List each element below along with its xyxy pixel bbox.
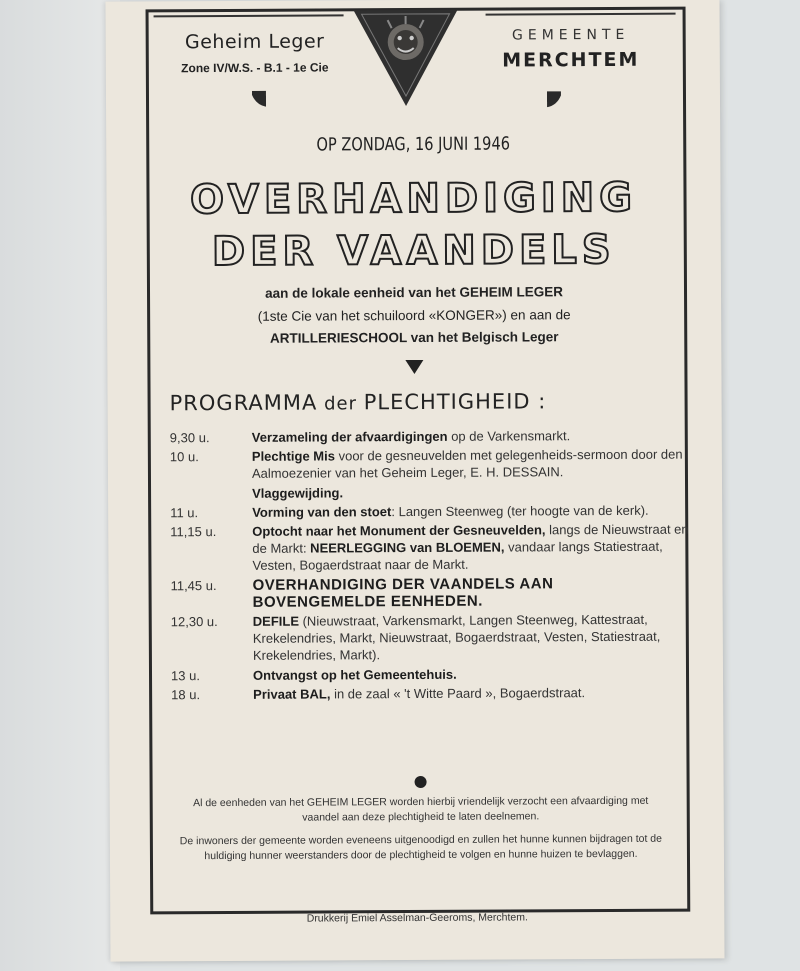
schedule-text: (Nieuwstraat, Varkensmarkt, Langen Steenweg, Kattestraat, Krekelendries, Markt, Nieuwstraat, Bogaerdstraat, Vesten, Statiestraat, Krekelendries, Markt). bbox=[252, 611, 661, 664]
intro-line3-a: ARTILLERIESCHOOL bbox=[269, 330, 408, 346]
header-left bbox=[170, 30, 340, 75]
schedule bbox=[170, 427, 691, 706]
intro-line3-b: van het bbox=[406, 329, 462, 346]
schedule-time: 9,30 u. bbox=[169, 430, 210, 446]
schedule-bold-2: NEERLEGGING van BLOEMEN, bbox=[310, 539, 505, 556]
schedule-text: voor de gesneuvelden met gelegenheids-sermoon door den Aalmoezenier van het Geheim Leger, E. H. DESSAIN. bbox=[251, 446, 683, 482]
divider-dot bbox=[415, 776, 427, 788]
header-right bbox=[486, 27, 656, 72]
note-paragraph: Al de eenheden van het GEHEIM LEGER worden hierbij vriendelijk verzocht een afvaardiging met vaandel aan deze plechtigheid te laten deelnemen. bbox=[193, 794, 649, 824]
schedule-time: 11 u. bbox=[170, 504, 199, 521]
note-paragraph: De inwoners der gemeente worden eveneens uitgenoodigd en zullen het hunne kunnen bijdragen tot de huldiging hunner weerstanders door de plechtigheid te volgen en hunne huizen te bevlaggen. bbox=[179, 832, 663, 863]
divider-triangle bbox=[405, 360, 423, 374]
schedule-bold: DEFILE bbox=[252, 613, 300, 629]
schedule-bold: Verzameling der afvaardigingen bbox=[251, 428, 448, 445]
schedule-bold: Vlaggewijding. bbox=[252, 484, 344, 501]
schedule-bold: Optocht naar het Monument der Gesneuvelden, bbox=[252, 522, 546, 539]
schedule-time: 18 u. bbox=[171, 686, 201, 703]
notes bbox=[176, 794, 666, 873]
schedule-time: 13 u. bbox=[170, 667, 200, 683]
intro-line3-c: Belgisch Leger bbox=[461, 329, 559, 345]
event-date: OP ZONDAG, 16 JUNI 1946 bbox=[316, 133, 511, 156]
program-heading-part1: PROGRAMMA bbox=[169, 390, 318, 416]
schedule-time: 11,15 u. bbox=[170, 524, 217, 540]
intro-line1-text: aan de lokale eenheid van het bbox=[265, 284, 460, 301]
schedule-row bbox=[171, 574, 691, 611]
header-left-title: Geheim Leger bbox=[184, 30, 325, 54]
schedule-row bbox=[171, 611, 691, 665]
printer-credit: Drukkerij Emiel Asselman-Geeroms, Merchtem. bbox=[306, 911, 528, 925]
header-right-title: GEMEENTE bbox=[511, 26, 630, 44]
intro-line3 bbox=[107, 325, 721, 349]
schedule-time: 10 u. bbox=[169, 449, 199, 465]
schedule-time: 11,45 u. bbox=[170, 577, 217, 593]
main-title-line2: DER VAANDELS bbox=[211, 226, 616, 276]
header-left-subtitle: Zone IV/W.S. - B.1 - 1e Cie bbox=[181, 60, 329, 76]
program-heading bbox=[170, 389, 547, 415]
schedule-row bbox=[170, 501, 690, 521]
schedule-bigbold: OVERHANDIGING DER VAANDELS AAN BOVENGEMELDE EENHEDEN. bbox=[252, 574, 554, 611]
schedule-bold: Privaat BAL, bbox=[253, 686, 331, 702]
corner-mark-left bbox=[252, 91, 266, 107]
emblem-lion-triangle bbox=[352, 8, 461, 109]
background bbox=[0, 0, 120, 971]
schedule-row bbox=[171, 664, 691, 684]
schedule-row bbox=[170, 427, 690, 447]
schedule-row bbox=[170, 482, 690, 502]
schedule-time: 12,30 u. bbox=[170, 614, 218, 630]
schedule-text: langs de Nieuwstraat en de Markt: bbox=[252, 521, 689, 557]
schedule-bold: Vorming van den stoet bbox=[252, 503, 392, 520]
header-right-subtitle: MERCHTEM bbox=[502, 48, 640, 72]
schedule-text: op de Varkensmarkt. bbox=[447, 428, 571, 444]
schedule-text-2: vandaar langs Statiestraat, Vesten, Bogaerdstraat naar de Markt. bbox=[252, 538, 663, 574]
schedule-row bbox=[170, 521, 690, 575]
corner-mark-right bbox=[547, 91, 561, 107]
poster bbox=[105, 0, 724, 962]
schedule-text: : Langen Steenweg (ter hoogte van de kerk). bbox=[391, 502, 649, 519]
schedule-bold: Ontvangst op het Gemeentehuis. bbox=[252, 666, 457, 683]
schedule-text: in de zaal « 't Witte Paard », Bogaerdstraat. bbox=[330, 684, 586, 702]
intro-line2: (1ste Cie van het schuiloord «KONGER») en aan de bbox=[257, 307, 571, 324]
intro-line1-bold: GEHEIM LEGER bbox=[459, 284, 563, 300]
schedule-row bbox=[170, 446, 690, 483]
program-heading-part2: der bbox=[317, 393, 364, 415]
intro-line1 bbox=[107, 280, 721, 304]
schedule-row bbox=[171, 683, 691, 703]
main-title-line1: OVERHANDIGING bbox=[189, 174, 638, 224]
program-heading-part3: PLECHTIGHEID : bbox=[363, 389, 547, 415]
schedule-bold: Plechtige Mis bbox=[251, 448, 335, 465]
